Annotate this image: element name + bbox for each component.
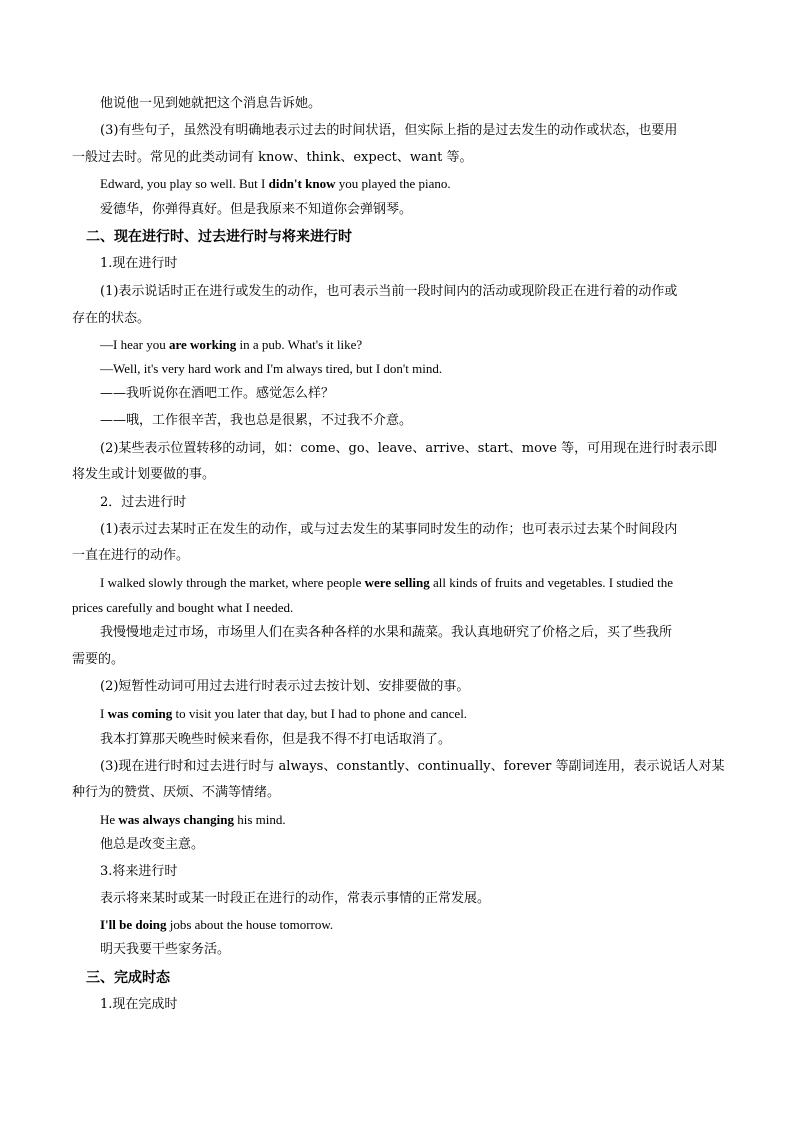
subsection-heading: 3.将来进行时 — [100, 864, 178, 879]
example-text: in a pub. What's it like? — [236, 337, 363, 352]
english-example — [100, 811, 286, 829]
example-bold-verb: I'll be doing — [100, 917, 167, 932]
example-text: all kinds of fruits and vegetables. I studied the — [429, 575, 674, 590]
text-line: 将发生或计划要做的事。 — [72, 467, 216, 482]
subsection-heading: 1.现在进行时 — [100, 256, 178, 271]
example-text: jobs about the house tomorrow. — [166, 917, 334, 932]
translation-line: 我本打算那天晚些时候来看你，但是我不得不打电话取消了。 — [100, 732, 452, 747]
example-bold-verb: were selling — [364, 575, 430, 590]
example-bold-verb: didn't know — [268, 176, 336, 191]
translation-line: 爱德华，你弹得真好。但是我原来不知道你会弹钢琴。 — [100, 202, 413, 217]
translation-line: 他总是改变主意。 — [100, 837, 205, 852]
text-line: 存在的状态。 — [72, 311, 151, 326]
text-line: (1)表示说话时正在进行或发生的动作，也可表示当前一段时间内的活动或现阶段正在进行着的动作或 — [100, 284, 678, 299]
example-text: —I hear you — [100, 337, 169, 352]
example-text: He — [100, 812, 119, 827]
english-example — [100, 175, 451, 193]
text-line: 一般过去时。常见的此类动词有 know、think、expect、want 等。 — [72, 150, 473, 165]
english-example — [100, 916, 333, 934]
text-line: 种行为的赞赏、厌烦、不满等情绪。 — [72, 785, 281, 800]
text-line: (1)表示过去某时正在发生的动作，或与过去发生的某事同时发生的动作；也可表示过去某个时间段内 — [100, 522, 678, 537]
example-bold-verb: are working — [168, 337, 237, 352]
example-bold-verb: was always changing — [118, 812, 234, 827]
text-line: (3)有些句子，虽然没有明确地表示过去的时间状语，但实际上指的是过去发生的动作或状态，也要用 — [100, 123, 678, 138]
text-line: 一直在进行的动作。 — [72, 548, 190, 563]
example-text: I — [100, 706, 108, 721]
example-text: Edward, you play so well. But I — [100, 176, 269, 191]
text-line: (2)短暂性动词可用过去进行时表示过去按计划、安排要做的事。 — [100, 679, 470, 694]
translation-line: ——哦，工作很辛苦，我也总是很累，不过我不介意。 — [100, 413, 413, 428]
text-line: (3)现在进行时和过去进行时与 always、constantly、continually、forever 等副词连用，表示说话人对某 — [100, 759, 725, 774]
english-example: prices carefully and bought what I needed. — [72, 600, 294, 615]
translation-line: 明天我要干些家务活。 — [100, 942, 231, 957]
text-line: 他说他一见到她就把这个消息告诉她。 — [100, 96, 322, 111]
example-text: you played the piano. — [335, 176, 451, 191]
english-example — [100, 705, 467, 723]
example-text: to visit you later that day, but I had to phone and cancel. — [172, 706, 468, 721]
translation-line: ——我听说你在酒吧工作。感觉怎么样？ — [100, 386, 335, 401]
english-example — [100, 336, 362, 354]
section-heading: 二、现在进行时、过去进行时与将来进行时 — [86, 229, 352, 245]
translation-line: 需要的。 — [72, 652, 125, 667]
english-example: —Well, it's very hard work and I'm always tired, but I don't mind. — [100, 361, 443, 376]
text-line: 表示将来某时或某一时段正在进行的动作，常表示事情的正常发展。 — [100, 891, 491, 906]
example-bold-verb: was coming — [107, 706, 173, 721]
text-line: (2)某些表示位置转移的动词，如：come、go、leave、arrive、start、move 等，可用现在进行时表示即 — [100, 441, 718, 456]
translation-line: 我慢慢地走过市场，市场里人们在卖各种各样的水果和蔬菜。我认真地研究了价格之后，买了些我所 — [100, 625, 673, 640]
section-heading: 三、完成时态 — [86, 970, 170, 986]
subsection-heading: 2．过去进行时 — [100, 495, 187, 510]
subsection-heading: 1.现在完成时 — [100, 997, 178, 1012]
english-example — [100, 574, 673, 592]
example-text: I walked slowly through the market, where people — [100, 575, 365, 590]
example-text: his mind. — [234, 812, 286, 827]
